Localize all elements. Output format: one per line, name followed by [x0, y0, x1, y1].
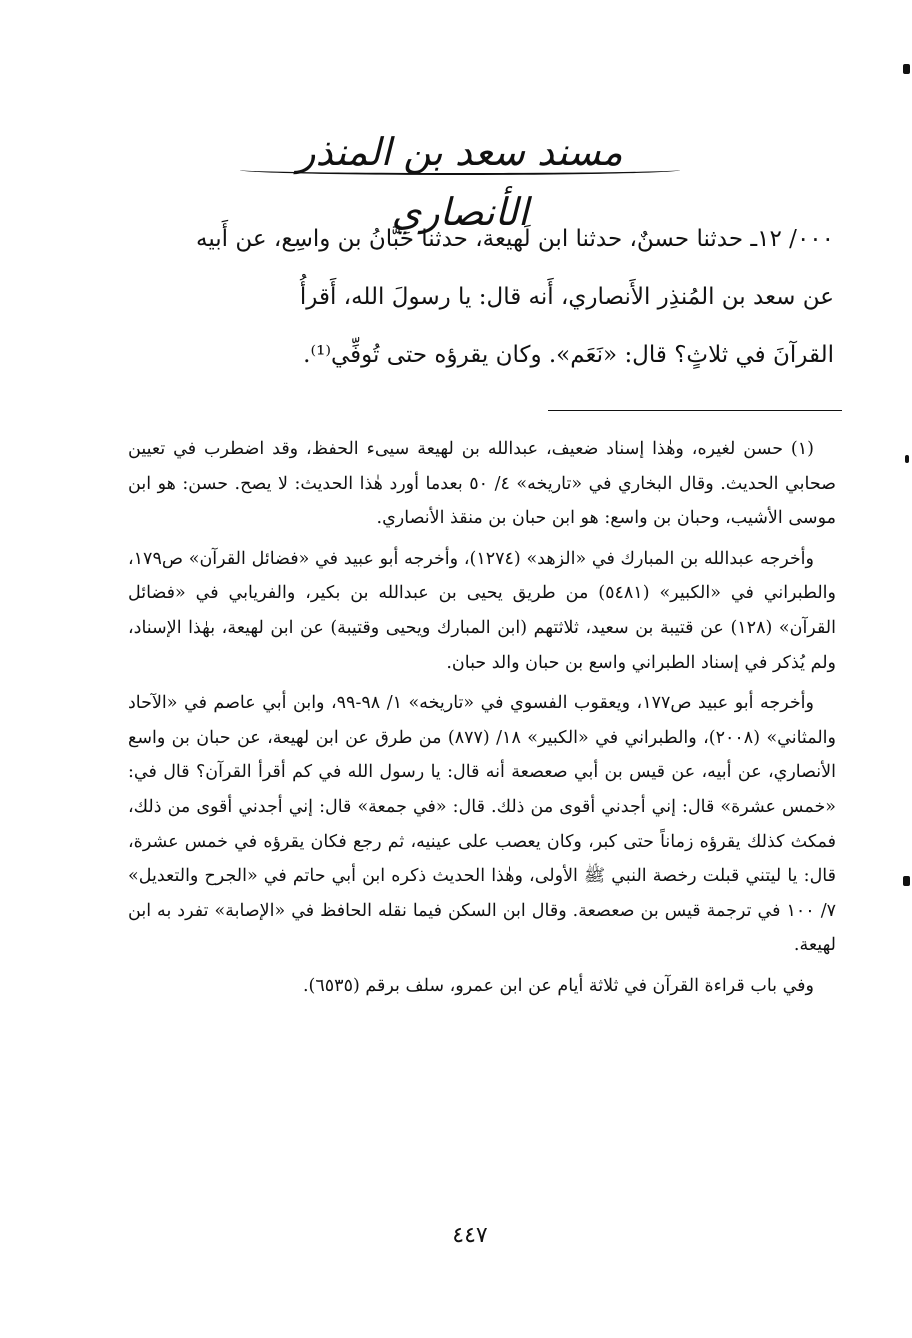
hadith-line: ٠٠٠/ ١٢ـ حدثنا حسنٌ، حدثنا ابن لَهيعة، حدثنا حَبَّانُ بن واسِع، عن أَبيه	[196, 226, 834, 252]
hadith-line: عن سعد بن المُنذِر الأَنصاري، أَنه قال: يا رسولَ الله، أَقرأُ	[299, 284, 834, 310]
scan-mark	[905, 455, 909, 463]
footnote-paragraph: (١) حسن لغيره، وهٰذا إسناد ضعيف، عبدالله بن لهيعة سيىء الحفظ، وقد اضطرب في تعيين صحابي الحديث. وقال البخاري في «تاريخه» ٤/ ٥٠ بعدما أورد هٰذا الحديث: لا يصح. حسن: هو ابن موسى الأشيب، وحبان بن واسع: هو ابن حبان بن منقذ الأنصاري.	[128, 439, 836, 529]
footnote-divider	[548, 410, 842, 411]
page-number: ٤٤٧	[452, 1223, 488, 1248]
hadith-line: القرآنَ في ثلاثٍ؟ قال: «نَعَم». وكان يقرؤه حتى تُوفِّي⁽¹⁾.	[303, 342, 834, 368]
footnote-paragraph: وأخرجه عبدالله بن المبارك في «الزهد» (١٢٧٤)، وأخرجه أبو عبيد في «فضائل القرآن» ص١٧٩، والطبراني في «الكبير» (٥٤٨١) من طريق يحيى بن عبدالله بن بكير، والفريابي في «فضائل القرآن» (١٢٨) عن قتيبة بن سعيد، ثلاثتهم (ابن المبارك ويحيى وقتيبة) عن ابن لهيعة، بهٰذا الإسناد، ولم يُذكر في إسناد الطبراني واسع بن حبان والد حبان.	[128, 548, 837, 673]
scan-mark	[903, 64, 910, 74]
hadith-text	[128, 210, 834, 384]
footnote-paragraph: وأخرجه أبو عبيد ص١٧٧، ويعقوب الفسوي في «تاريخه» ١/ ٩٨-٩٩، وابن أبي عاصم في «الآحاد والمثاني» (٢٠٠٨)، والطبراني في «الكبير» ١٨/ (٨٧٧) من طرق عن ابن لهيعة، عن حبان بن واسع الأنصاري، عن أبيه، عن قيس بن أبي صعصعة أنه قال: يا رسول الله في كم أقرأ القرآن؟ قال في: «خمس عشرة» قال: إني أجدني أقوى من ذلك. قال: «في جمعة» قال: إني أجدني أقوى من ذلك، فمكث كذلك يقرؤه زماناً حتى كبر، وكان يعصب على عينيه، ثم رجع فكان يقرؤه في خمس عشرة، قال: يا ليتني قبلت رخصة النبي ﷺ الأولى، وهٰذا الحديث ذكره ابن أبي حاتم في «الجرح والتعديل» ٧/ ١٠٠ في ترجمة قيس بن صعصعة. وقال ابن السكن فيما نقله الحافظ في «الإصابة» تفرد به ابن لهيعة.	[128, 693, 836, 956]
footnote-paragraph: وفي باب قراءة القرآن في ثلاثة أيام عن ابن عمرو، سلف برقم (٦٥٣٥).	[302, 975, 814, 996]
section-title: مسند سعد بن المنذر الأنصاري	[297, 130, 623, 234]
title-calligraphy-stroke	[240, 165, 680, 175]
footnotes	[128, 432, 836, 1010]
scan-mark	[903, 876, 910, 886]
